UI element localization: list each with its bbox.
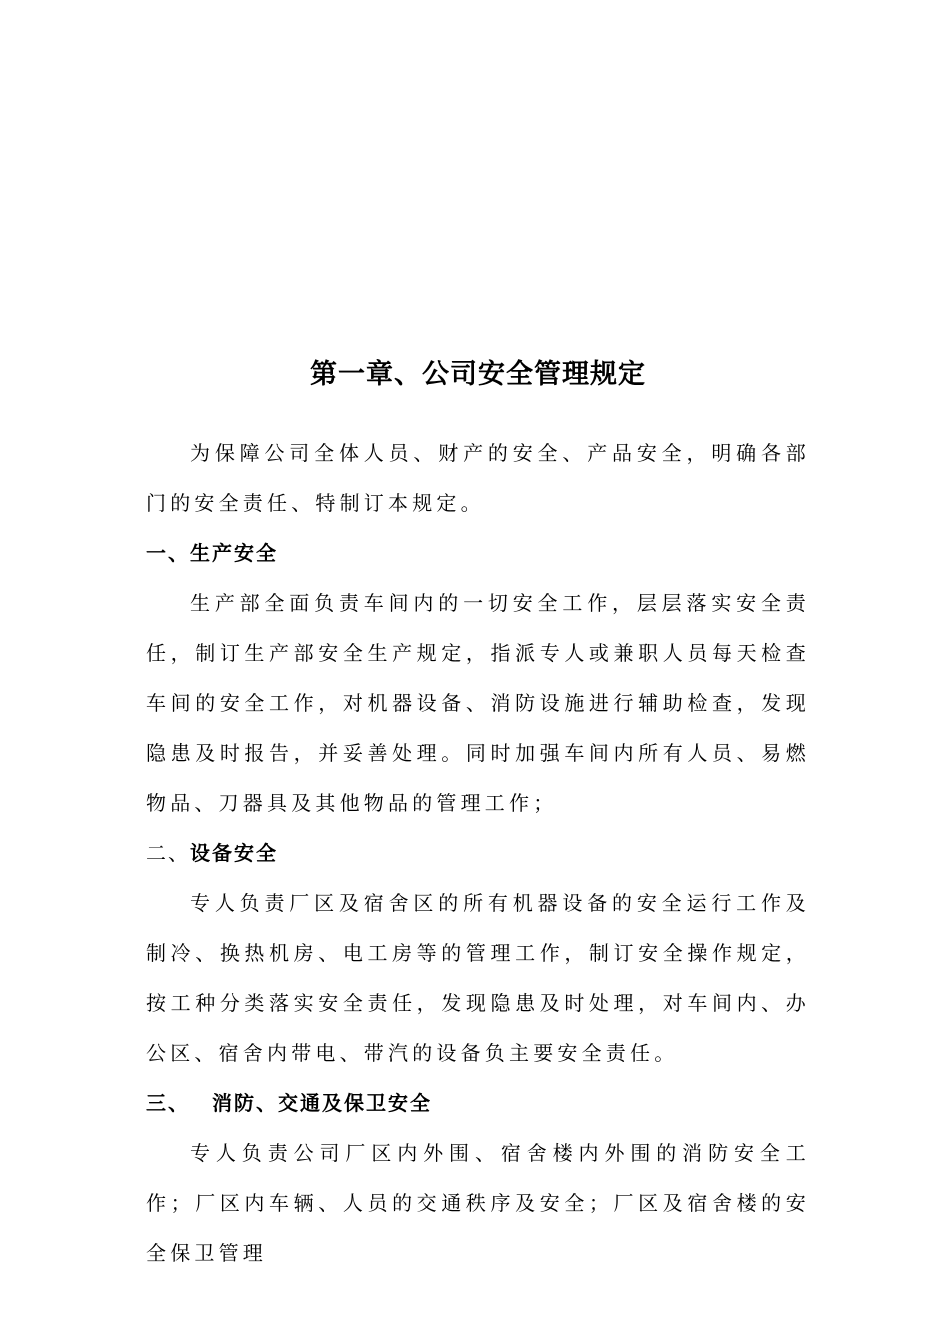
section-heading bbox=[146, 1078, 810, 1128]
section-heading-text: 生产安全 bbox=[190, 541, 278, 565]
chapter-title: 第一章、公司安全管理规定 bbox=[310, 359, 646, 390]
section-number: 一、 bbox=[146, 541, 190, 565]
intro-paragraph: 为保障公司全体人员、财产的安全、产品安全，明确各部门的安全责任、特制订本规定。 bbox=[146, 441, 810, 515]
section-fire-traffic-security bbox=[146, 1078, 810, 1278]
section-heading bbox=[146, 828, 810, 878]
section-body: 专人负责公司厂区内外围、宿舍楼内外围的消防安全工作；厂区内车辆、人员的交通秩序及安全；厂区及宿舍楼的安全保卫管理 bbox=[146, 1141, 810, 1265]
section-heading bbox=[146, 528, 810, 578]
section-number: 二、 bbox=[146, 841, 190, 865]
section-body: 专人负责厂区及宿舍区的所有机器设备的安全运行工作及制冷、换热机房、电工房等的管理工作，制订安全操作规定，按工种分类落实安全责任，发现隐患及时处理，对车间内、办公区、宿舍内带电、带汽的设备负主要安全责任。 bbox=[146, 891, 810, 1065]
section-equipment-safety bbox=[146, 828, 810, 1078]
section-number: 三、 bbox=[146, 1091, 190, 1115]
section-production-safety bbox=[146, 528, 810, 828]
section-heading-text: 消防、交通及保卫安全 bbox=[212, 1091, 432, 1115]
section-body: 生产部全面负责车间内的一切安全工作，层层落实安全责任，制订生产部安全生产规定，指派专人或兼职人员每天检查车间的安全工作，对机器设备、消防设施进行辅助检查，发现隐患及时报告，并妥善处理。同时加强车间内所有人员、易燃物品、刀器具及其他物品的管理工作； bbox=[146, 591, 810, 815]
section-heading-text: 设备安全 bbox=[190, 841, 278, 865]
document-content bbox=[146, 348, 810, 1278]
